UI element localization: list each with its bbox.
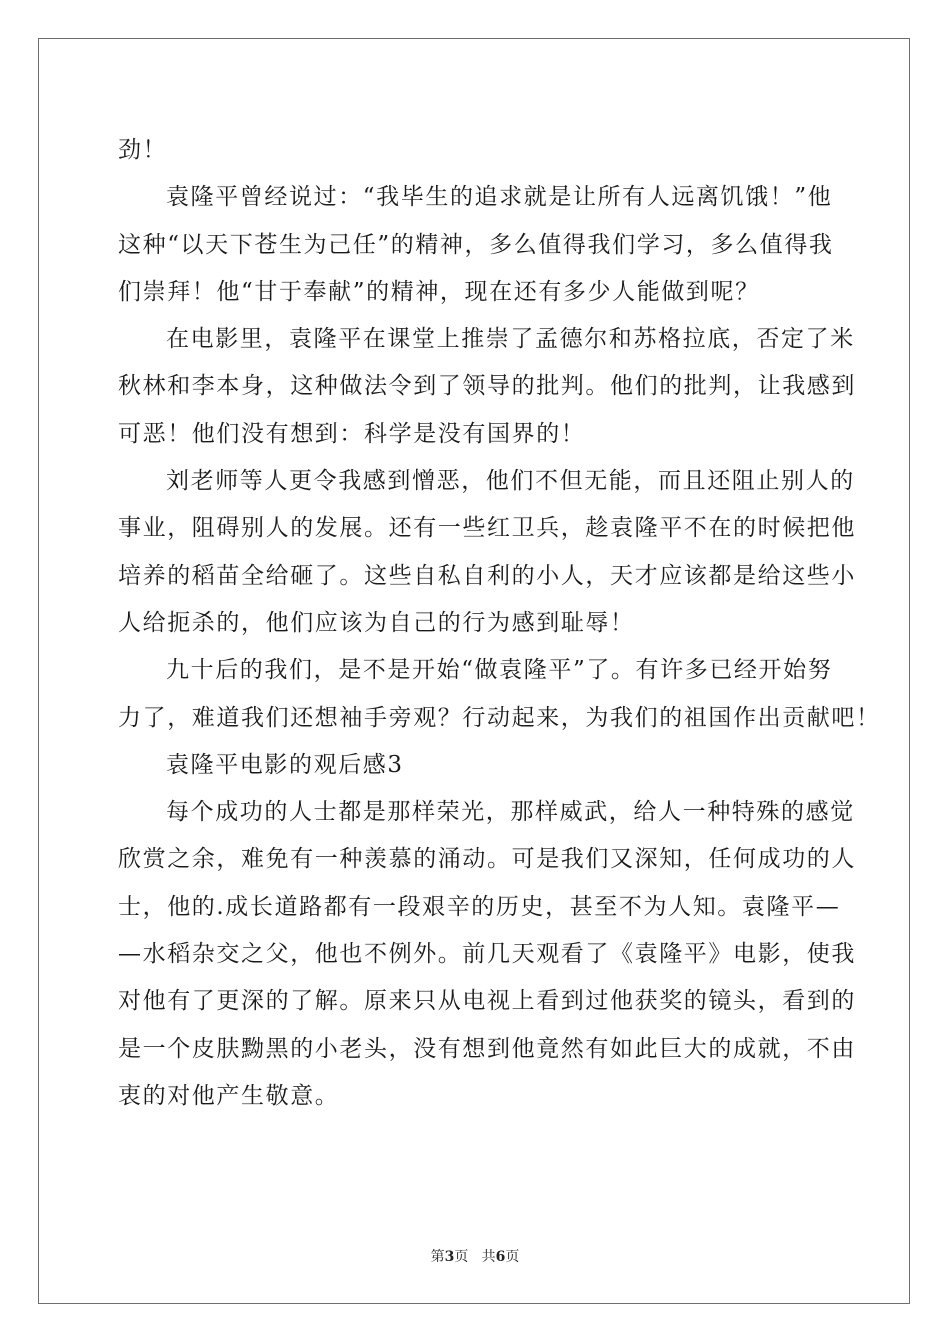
page-footer	[0, 1248, 950, 1266]
text-line: 欣赏之余，难免有一种羡慕的涌动。可是我们又深知，任何成功的人	[118, 846, 856, 873]
text-line: —水稻杂交之父，他也不例外。前几天观看了《袁隆平》电影，使我	[118, 941, 856, 968]
total-suffix: 页	[505, 1249, 520, 1265]
text-line: 对他有了更深的了解。原来只从电视上看到过他获奖的镜头，看到的	[118, 988, 856, 1015]
text-line: 士，他的.成长道路都有一段艰辛的历史，甚至不为人知。袁隆平—	[118, 893, 841, 920]
text-line: 秋林和李本身，这种做法令到了领导的批判。他们的批判，让我感到	[118, 373, 856, 400]
page-prefix: 第	[430, 1249, 445, 1265]
text-line: 每个成功的人士都是那样荣光，那样威武，给人一种特殊的感觉	[166, 799, 855, 826]
text-line: 劲！	[118, 137, 168, 163]
text-line: 人给扼杀的，他们应该为自己的行为感到耻辱！	[118, 609, 635, 636]
text-line: 袁隆平曾经说过：“我毕生的追求就是让所有人远离饥饿！”他	[166, 184, 833, 211]
text-line: 刘老师等人更令我感到憎恶，他们不但无能，而且还阻止别人的	[166, 468, 855, 495]
page-number: 3	[444, 1249, 455, 1265]
text-line: 可恶！他们没有想到：科学是没有国界的！	[118, 420, 586, 447]
total-prefix: 共	[481, 1249, 496, 1265]
text-line: 是一个皮肤黝黑的小老头，没有想到他竟然有如此巨大的成就，不由	[118, 1035, 856, 1062]
section-heading: 袁隆平电影的观后感3	[166, 751, 404, 778]
text-line: 在电影里，袁隆平在课堂上推崇了孟德尔和苏格拉底，否定了米	[166, 326, 855, 353]
page-suffix: 页	[454, 1249, 469, 1265]
text-line: 力了，难道我们还想袖手旁观？行动起来，为我们的祖国作出贡献吧！	[118, 704, 881, 731]
document-body	[118, 127, 881, 1120]
text-line: 事业，阻碍别人的发展。还有一些红卫兵，趁袁隆平不在的时候把他	[118, 515, 856, 542]
text-line: 九十后的我们，是不是开始“做袁隆平”了。有许多已经开始努	[166, 657, 833, 684]
text-line: 衷的对他产生敬意。	[118, 1082, 340, 1109]
text-line: 这种“以天下苍生为己任”的精神，多么值得我们学习，多么值得我	[118, 231, 834, 258]
text-line: 培养的稻苗全给砸了。这些自私自利的小人，天才应该都是给这些小	[118, 562, 856, 589]
total-pages: 6	[495, 1249, 506, 1265]
text-line: 们崇拜！他“甘于奉献”的精神，现在还有多少人能做到呢？	[118, 278, 760, 305]
